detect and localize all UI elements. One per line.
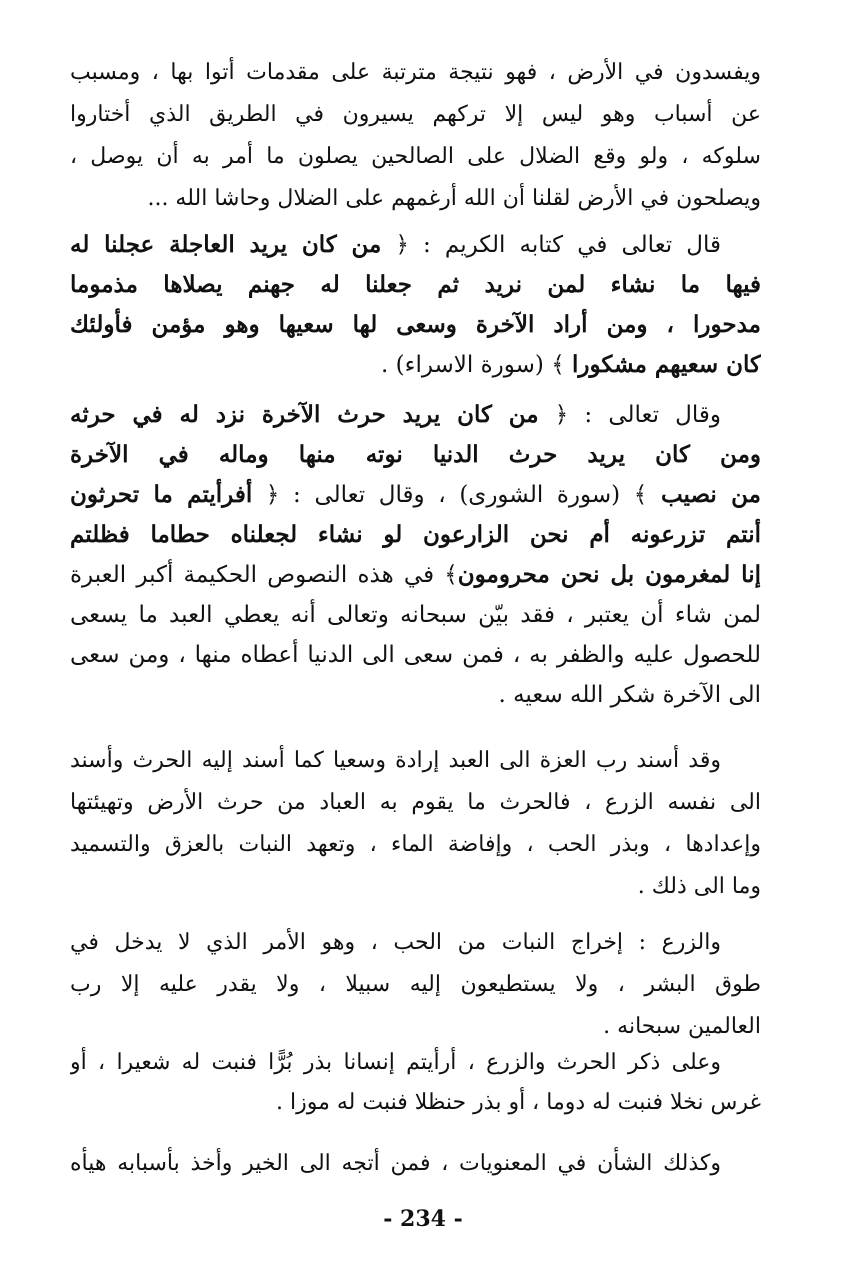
- text-line: [70, 305, 761, 345]
- quran-verse-text: من كان يريد العاجلة عجلنا له: [70, 231, 382, 258]
- surah-reference: ﴾ (سورة الشورى) ، وقال تعالى : ﴿: [252, 482, 661, 508]
- text-line: وقد أسند رب العزة الى العبد إرادة وسعيا كما أسند إليه الحرث وأسند: [70, 748, 721, 773]
- text-line: العالمين سبحانه .: [603, 1014, 761, 1039]
- quran-verse-text: ومن كان يريد حرث الدنيا نوته منها وماله في الآخرة: [70, 441, 761, 468]
- text-line: طوق البشر ، ولا يستطيعون إليه سبيلا ، ولا يقدر عليه إلا رب: [70, 972, 761, 997]
- text-line: وما الى ذلك .: [637, 874, 761, 899]
- paragraph-4: [70, 740, 761, 908]
- paragraph-3-quran-shura-waqia: [70, 395, 761, 715]
- text-line: للحصول عليه والظفر به ، فمن سعى الى الدنيا أعطاه منها ، ومن سعى: [70, 642, 761, 668]
- text-line: [70, 555, 761, 595]
- quran-verse-text: أنتم تزرعونه أم نحن الزارعون لو نشاء لجعلناه حطاما فظلتم: [70, 521, 761, 548]
- text-line: [70, 345, 761, 385]
- quran-verse-text: مدحورا ، ومن أراد الآخرة وسعى لها سعيها وهو مؤمن فأولئك: [70, 311, 761, 338]
- text-line: الى الآخرة شكر الله سعيه .: [498, 682, 761, 708]
- quran-verse-text: إنا لمغرمون بل نحن محرومون: [457, 561, 761, 588]
- page-number: - 234 -: [383, 1206, 463, 1232]
- text-line: وعلى ذكر الحرث والزرع ، أرأيتم إنسانا بذر بُرًّا فنبت له شعيرا ، أو: [70, 1050, 721, 1075]
- paragraph-2-quran-isra: [70, 225, 761, 385]
- quran-verse-text: فيها ما نشاء لمن نريد ثم جعلنا له جهنم يصلاها مذموما: [70, 271, 761, 298]
- paragraph-7: [70, 1144, 761, 1184]
- paragraph-5: [70, 922, 761, 1048]
- quran-verse-text: من كان يريد حرث الآخرة نزد له في حرثه: [70, 401, 539, 428]
- text-line: [70, 475, 761, 515]
- text-line: وإعدادها ، وبذر الحب ، وإفاضة الماء ، وتعهد النبات بالعزق والتسميد: [70, 832, 761, 857]
- quran-verse-text: أفرأيتم ما تحرثون: [70, 481, 253, 508]
- text-line: سلوكه ، ولو وقع الضلال على الصالحين يصلون ما أمر به أن يوصل ،: [70, 144, 761, 169]
- text-line: [70, 515, 761, 555]
- quran-verse-text: من نصيب: [660, 481, 761, 508]
- paragraph-1: [70, 52, 761, 220]
- paragraph-6: [70, 1043, 761, 1123]
- quran-verse-text: كان سعيهم مشكورا: [572, 351, 761, 378]
- text-line: [70, 435, 761, 475]
- text-line: غرس نخلا فنبت له دوما ، أو بذر حنظلا فنبت له موزا .: [276, 1090, 761, 1115]
- text-line: الى نفسه الزرع ، فالحرث ما يقوم به العباد من حرث الأرض وتهيئتها: [70, 790, 761, 815]
- intro-text: وقال تعالى : ﴿: [538, 402, 721, 428]
- intro-text: قال تعالى في كتابه الكريم : ﴿: [381, 232, 722, 258]
- text-line: ويصلحون في الأرض لقلنا أن الله أرغمهم على الضلال وحاشا الله ...: [147, 186, 761, 211]
- text-line: لمن شاء أن يعتبر ، فقد بيّن سبحانه وتعالى أنه يعطي العبد ما يسعى: [70, 602, 761, 628]
- commentary-text: ﴾ في هذه النصوص الحكيمة أكبر العبرة: [70, 562, 458, 588]
- text-line: [70, 265, 761, 305]
- text-line: ويفسدون في الأرض ، فهو نتيجة مترتبة على مقدمات أتوا بها ، ومسبب: [70, 60, 761, 85]
- text-line: والزرع : إخراج النبات من الحب ، وهو الأمر الذي لا يدخل في: [70, 930, 721, 955]
- surah-reference: ﴾ (سورة الاسراء) .: [381, 352, 572, 378]
- text-line: [70, 395, 761, 435]
- text-line: عن أسباب وهو ليس إلا تركهم يسيرون في الطريق الذي أختاروا: [70, 102, 761, 127]
- text-line: [70, 225, 761, 265]
- text-line: وكذلك الشأن في المعنويات ، فمن أتجه الى الخير وأخذ بأسبابه هيأه: [70, 1151, 721, 1176]
